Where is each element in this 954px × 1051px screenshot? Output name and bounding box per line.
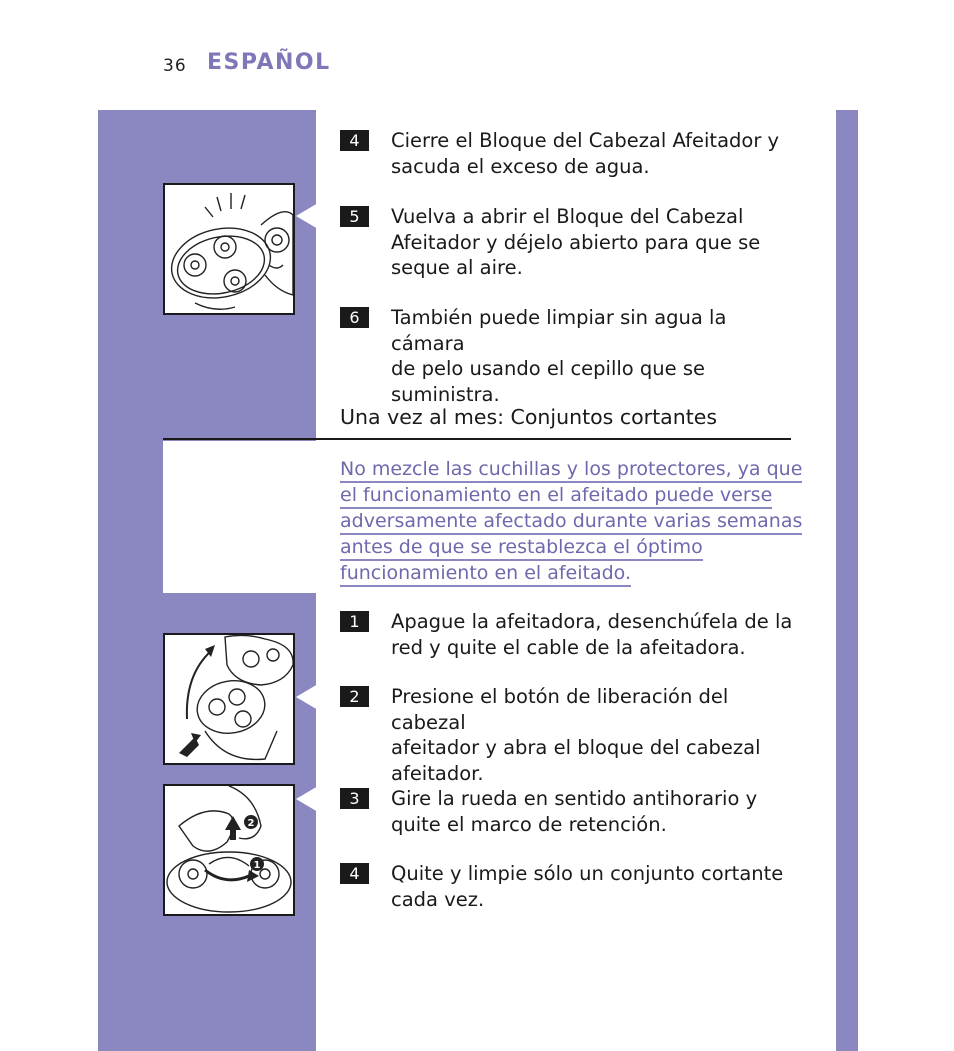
step-line: sacuda el exceso de agua. [391, 154, 650, 178]
step-line: Cierre el Bloque del Cabezal Afeitador y [391, 129, 780, 152]
right-color-band [836, 110, 858, 1051]
step-line: Afeitador y déjelo abierto para que se [391, 230, 761, 254]
band-white-strip [163, 441, 316, 593]
step-line: de pelo usando el cepillo que se [391, 357, 706, 380]
callout-1-label: 1 [253, 860, 261, 871]
release-button-drawing [165, 635, 293, 763]
warning-note [340, 457, 803, 587]
step-number: 2 [340, 686, 369, 707]
warning-line: funcionamiento en el afeitado. [340, 562, 631, 587]
page-language-heading: ESPAÑOL [207, 50, 331, 75]
warning-line: el funcionamiento en el afeitado puede verse [340, 484, 772, 509]
step-line: Gire la rueda en sentido antihorario y [391, 787, 758, 810]
step-text [391, 861, 783, 912]
section-divider [163, 438, 791, 440]
callout-2-label: 2 [247, 818, 255, 829]
step-line: quite el marco de retención. [391, 812, 667, 836]
step-text [391, 786, 757, 837]
warning-line: No mezcle las cuchillas y los protectores, ya que [340, 458, 802, 483]
illustration-retaining-frame [163, 784, 295, 916]
step-line: Apague la afeitadora, desenchúfela de la [391, 610, 793, 633]
step-line: También puede limpiar sin agua la cámara [391, 306, 727, 355]
step-line: Quite y limpie sólo un conjunto cortante [391, 862, 784, 885]
step-number: 5 [340, 206, 369, 227]
step-text [391, 204, 760, 281]
step-line: seque al aire. [391, 256, 523, 279]
step-line: afeitador. [391, 761, 484, 785]
page-number: 36 [163, 56, 187, 76]
open-shaving-head-drawing [165, 185, 293, 313]
step-number: 4 [340, 863, 369, 884]
retaining-frame-drawing [165, 786, 293, 914]
pointer-arrow [296, 786, 318, 812]
illustration-release-button [163, 633, 295, 765]
step-text [391, 684, 795, 786]
step-line: red y quite el cable de la afeitadora. [391, 635, 746, 659]
illustration-open-shaving-head [163, 183, 295, 315]
step-line: afeitador y abra el bloque del cabezal [391, 736, 761, 759]
pointer-arrow [296, 203, 318, 229]
step-text [391, 128, 779, 179]
warning-line: antes de que se restablezca el óptimo [340, 536, 703, 561]
step-text [391, 609, 792, 660]
step-number: 1 [340, 611, 369, 632]
step-line: Presione el botón de liberación del cabezal [391, 685, 729, 734]
warning-line: adversamente afectado durante varias semanas [340, 510, 802, 535]
step-line: cada vez. [391, 887, 485, 911]
step-number: 6 [340, 307, 369, 328]
step-line: suministra. [391, 382, 500, 406]
pointer-arrow [296, 684, 318, 710]
step-number: 3 [340, 788, 369, 809]
section-title: Una vez al mes: Conjuntos cortantes [340, 405, 718, 429]
step-number: 4 [340, 130, 369, 151]
step-line: Vuelva a abrir el Bloque del Cabezal [391, 205, 744, 228]
step-text [391, 305, 795, 407]
